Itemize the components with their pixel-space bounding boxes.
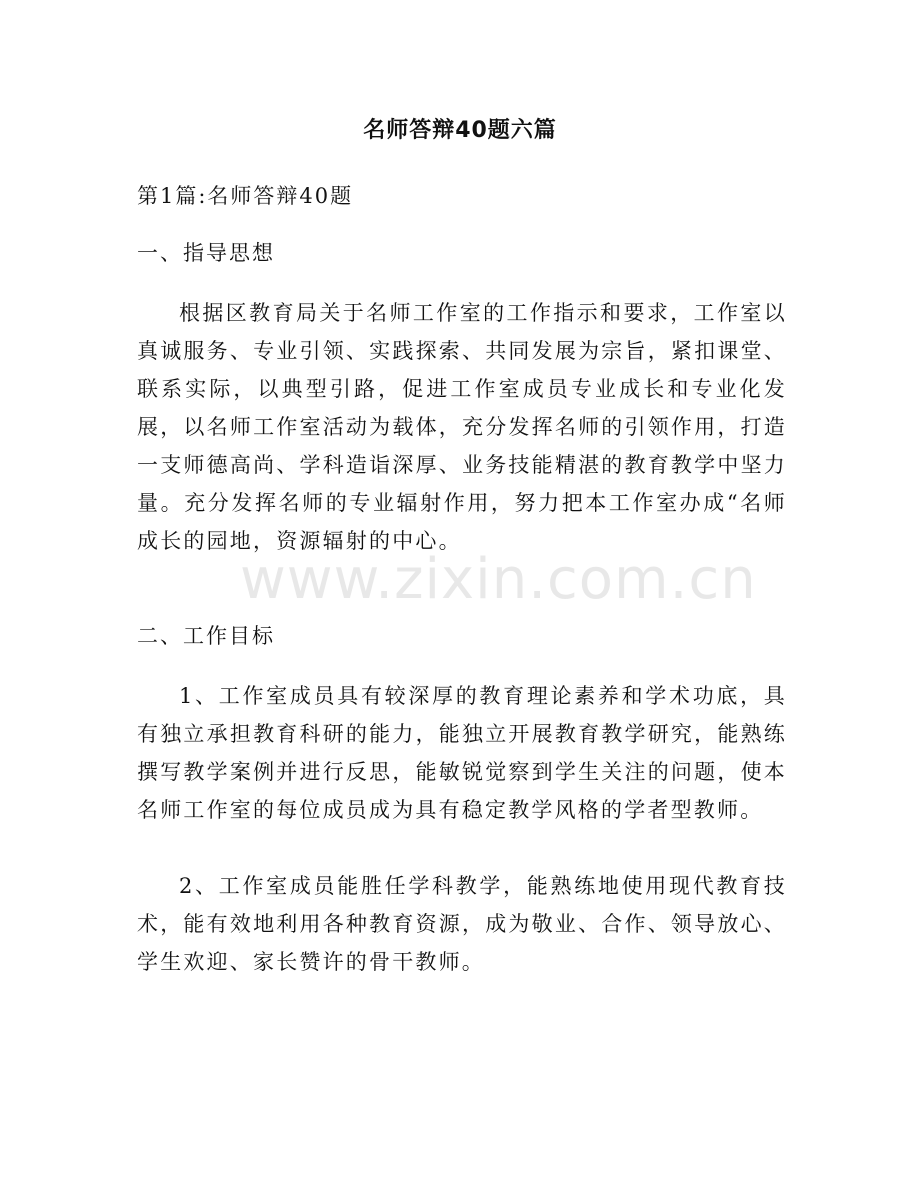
paragraph-guiding-ideology: 根据区教育局关于名师工作室的工作指示和要求，工作室以真诚服务、专业引领、实践探索、共同发展为宗旨，紧扣课堂、联系实际，以典型引路，促进工作室成员专业成长和专业化发展，以名师工作室活动为载体，充分发挥名师的引领作用，打造一支师德高尚、学科造诣深厚、业务技能精湛的教育教学中坚力量。充分发挥名师的专业辐射作用，努力把本工作室办成“名师成长的园地，资源辐射的中心。 [137,301,787,553]
paragraph-goal-2: 2、工作室成员能胜任学科教学，能熟练地使用现代教育技术，能有效地利用各种教育资源，成为敬业、合作、领导放心、学生欢迎、家长赞许的骨干教师。 [137,874,787,974]
section-heading-work-goals: 二、工作目标 [137,624,275,648]
section-heading-guiding-ideology: 一、指导思想 [137,241,275,265]
watermark: www.zixin.com.cn [240,547,757,612]
chapter-heading: 第1篇:名师答辩40题 [137,184,354,208]
paragraph-goal-1: 1、工作室成员具有较深厚的教育理论素养和学术功底，具有独立承担教育科研的能力，能独立开展教育教学研究，能熟练撰写教学案例并进行反思，能敏锐觉察到学生关注的问题，使本名师工作室的每位成员成为具有稳定教学风格的学者型教师。 [137,684,787,822]
document-title: 名师答辩40题六篇 [363,118,557,143]
